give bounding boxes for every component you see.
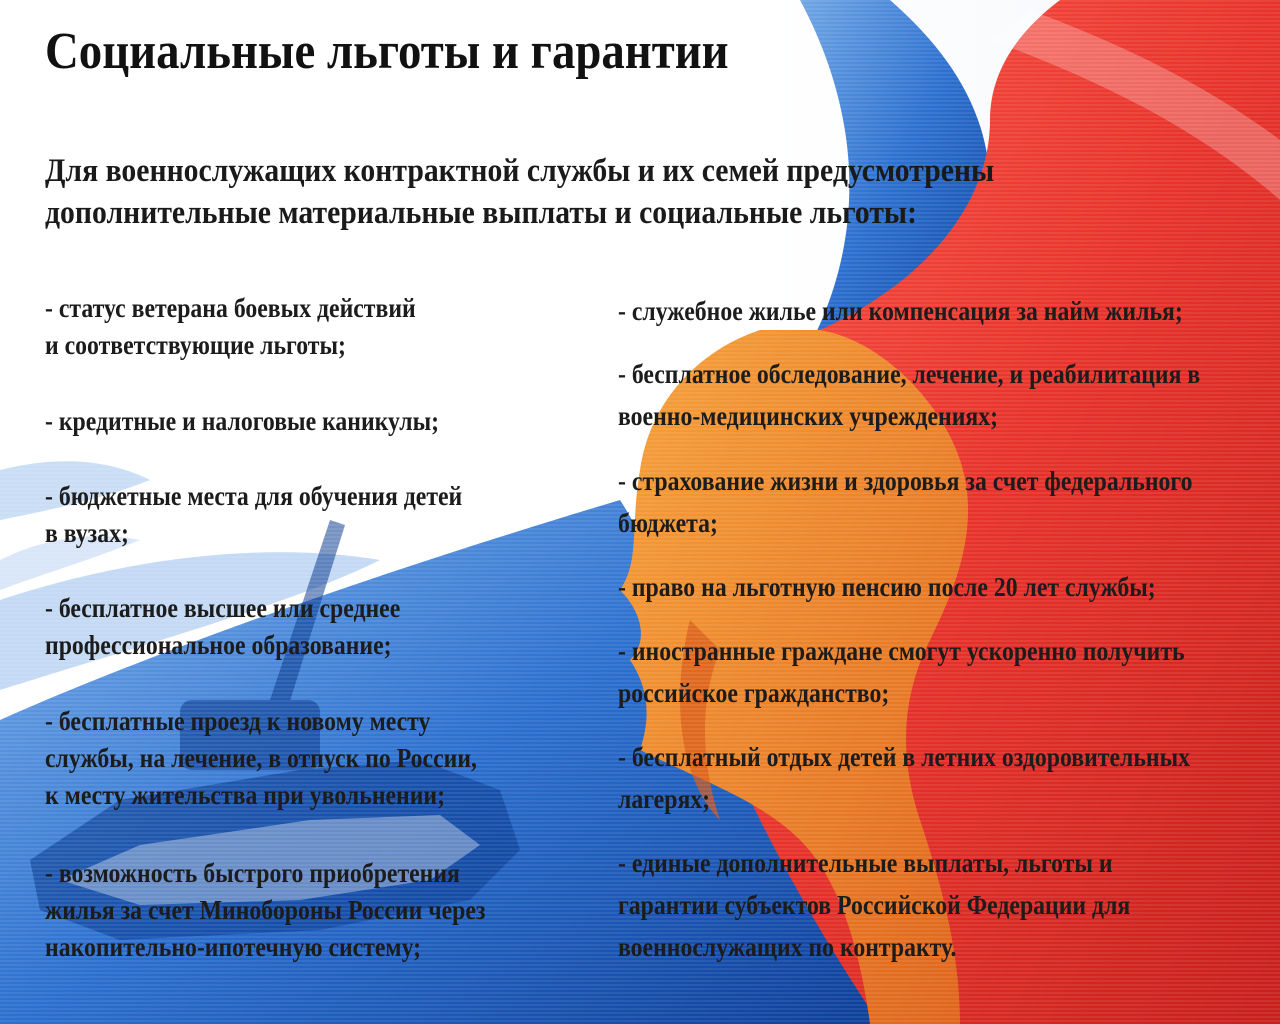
list-item: - право на льготную пенсию после 20 лет службы; — [618, 572, 1156, 602]
list-item: - служебное жилье или компенсация за найм жилья; — [618, 296, 1183, 326]
intro-paragraph: Для военнослужащих контрактной службы и их семей предусмотрены дополнительные материальные выплаты и социальные льготы: — [45, 153, 995, 231]
list-item: - бесплатные проезд к новому месту службы, на лечение, в отпуск по России, к месту жительства при увольнении; — [45, 706, 477, 810]
list-item: - иностранные граждане смогут ускоренно получить российское гражданство; — [618, 636, 1185, 708]
list-item: - бюджетные места для обучения детей в вузах; — [45, 481, 463, 548]
list-item: - кредитные и налоговые каникулы; — [45, 406, 440, 436]
list-item: - страхование жизни и здоровья за счет федерального бюджета; — [618, 466, 1193, 538]
list-item: - единые дополнительные выплаты, льготы и гарантии субъектов Российской Федерации для военнослужащих по контракту. — [618, 848, 1131, 962]
list-item: - возможность быстрого приобретения жилья за счет Минобороны России через накопительно-ипотечную систему; — [45, 858, 486, 962]
page-title: Социальные льготы и гарантии — [45, 23, 729, 80]
list-item: - бесплатное обследование, лечение, и реабилитация в военно-медицинских учреждениях; — [618, 359, 1201, 431]
list-item: - бесплатный отдых детей в летних оздоровительных лагерях; — [618, 742, 1191, 814]
list-item: - бесплатное высшее или среднее профессиональное образование; — [45, 593, 401, 660]
list-item: - статус ветерана боевых действий и соответствующие льготы; — [45, 293, 416, 360]
